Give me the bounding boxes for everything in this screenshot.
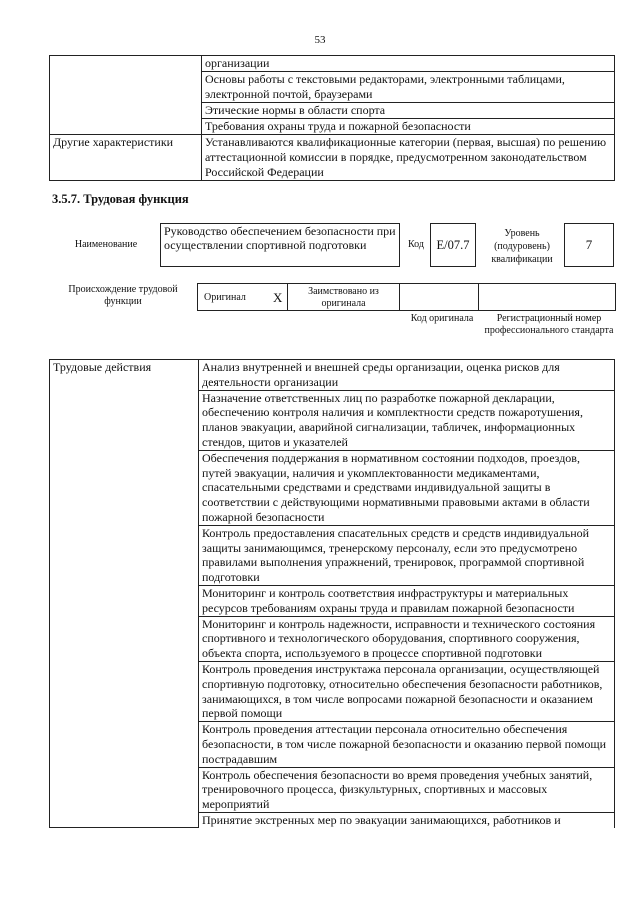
origin-row [197,283,616,311]
level-label: Уровень (подуровень) квалификации [491,228,553,265]
code-value: E/07.7 [430,223,476,267]
table-row [50,135,615,181]
origin-label: Происхождение трудовой функции [68,284,178,307]
reg-number-label: Регистрационный номер профессионального стандарта [484,313,614,336]
table-cell: организации [202,56,615,72]
original-label: Оригинал [204,292,246,303]
origin-code-cell [399,283,479,311]
list-item: Контроль обеспечения безопасности во время проведения учебных занятий, тренировочного процесса, физкультурных, спортивных и массовых мероприятий [199,767,615,812]
level-value: 7 [564,223,614,267]
table-cell: Устанавливаются квалификационные категории (первая, высшая) по решению аттестационной комиссии в порядке, предусмотренном законодательством Российской Федерации [202,135,615,181]
table-label-cell [50,56,202,135]
list-item: Мониторинг и контроль соответствия инфраструктуры и материальных ресурсов требованиям охраны труда и правилам пожарной безопасности [199,585,615,616]
page-number: 53 [314,34,326,46]
list-item: Анализ внутренней и внешней среды организации, оценка рисков для деятельности организации [199,360,615,391]
original-cell [197,283,288,311]
origin-code-label: Код оригинала [410,313,474,324]
list-item: Назначение ответственных лиц по разработке пожарной декларации, обеспечению контроля наличия и комплектности средств пожаротушения, планов эвакуации, аварийной сигнализации, табличек, информационных стендов, щитов и указателей [199,390,615,450]
table-label-cell: Другие характеристики [50,135,202,181]
name-value: Руководство обеспечением безопасности при осуществлении спортивной подготовки [160,223,400,267]
reg-number-cell [478,283,616,311]
name-label: Наименование [74,239,138,250]
section-title: 3.5.7. Трудовая функция [52,192,189,206]
list-item: Принятие экстренных мер по эвакуации занимающихся, работников и [199,812,615,827]
code-label: Код [408,239,424,250]
list-item: Контроль проведения инструктажа персонала организации, осуществляющей спортивную подготовку, относительно обеспечения безопасности работников, занимающихся, в том числе вопросами пожарной безопасности и оказанием первой помощи [199,661,615,721]
top-table [49,55,615,181]
original-mark: X [273,290,283,305]
table-cell: Требования охраны труда и пожарной безопасности [202,119,615,135]
list-item: Контроль проведения аттестации персонала относительно обеспечения безопасности, в том числе пожарной безопасности и оказанию первой помощи пострадавшим [199,722,615,767]
table-cell: Этические нормы в области спорта [202,103,615,119]
table-row [50,56,615,72]
list-item: Контроль предоставления спасательных средств и средств индивидуальной защиты занимающимся, тренерскому персоналу, если это предусмотрено правилами выполнения упражнений, тренировок, программой спортивной подготовки [199,525,615,585]
list-item: Мониторинг и контроль надежности, исправности и технического состояния спортивного и технологического оборудования, спортивного сооружения, объекта спорта, используемого в процессе спортивной подготовки [199,616,615,661]
table-row [50,360,615,391]
borrowed-label: Заимствовано из оригинала [287,283,400,311]
table-cell: Основы работы с текстовыми редакторами, электронными таблицами, электронной почтой, браузерами [202,72,615,103]
table-label-cell: Трудовые действия [50,360,199,828]
list-item: Обеспечения поддержания в нормативном состоянии подходов, проездов, путей эвакуации, наличия и укомплектованности медикаментами, спасательными средствами и средствами индивидуальной защиты в соответствии с действующими нормативными правовыми актами в области пожарной безопасности [199,450,615,525]
labor-actions-table [49,359,615,828]
